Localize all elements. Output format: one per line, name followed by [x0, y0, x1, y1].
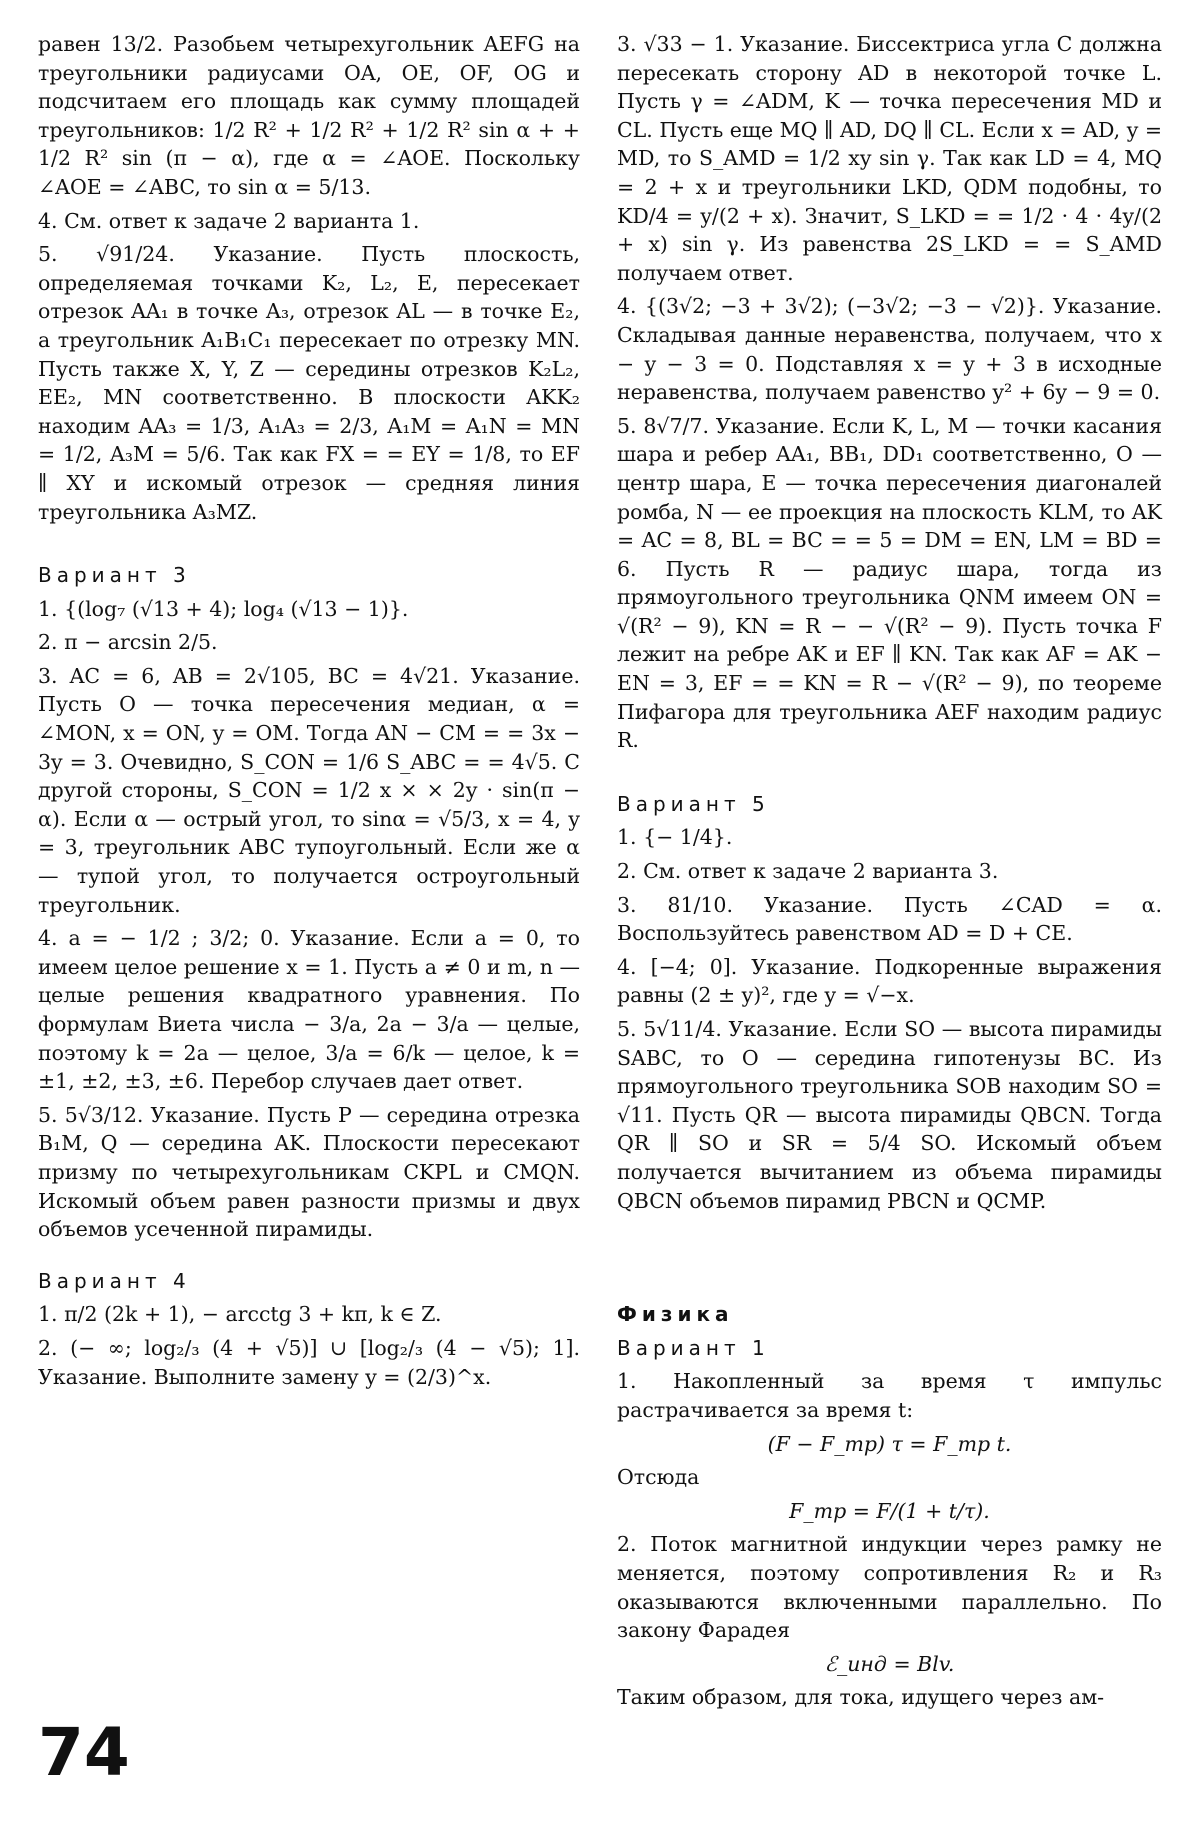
paragraph: Отсюда: [617, 1465, 700, 1490]
variant-4-heading: Вариант 4: [38, 1268, 191, 1293]
paragraph: 4. {(3√2; −3 + 3√2); (−3√2; −3 − √2)}. Указание. Складывая данные неравенства, получаем, что x − y − 3 = 0. Подставляя x = y + 3 в исходные неравенства, получаем равенство y² + 6y − 9 = 0.: [617, 294, 1162, 405]
right-column: [617, 30, 1162, 1717]
physics-variant-1-heading: Вариант 1: [617, 1335, 770, 1360]
paragraph: 4. a = − 1/2 ; 3/2; 0. Указание. Если a = 0, то имеем целое решение x = 1. Пусть a ≠ 0 и m, n — целые решения квадратного уравнения. По формулам Виета числа − 3/a, 2a − 3/a — целые, поэтому k = 2a — целое, 3/a = 6/k — целое, k = ±1, ±2, ±3, ±6. Перебор случаев дает ответ.: [38, 926, 580, 1094]
paragraph: 5. 5√3/12. Указание. Пусть P — середина отрезка B₁M, Q — середина AK. Плоскости пересекают призму по четырехугольникам CKPL и CMQN. Искомый объем равен разности призмы и двух объемов усеченной пирамиды.: [38, 1102, 580, 1242]
paragraph: 1. π/2 (2k + 1), − arcctg 3 + kπ, k ∈ Z.: [38, 1302, 442, 1327]
formula: F_тр = F/(1 + t/τ).: [789, 1498, 990, 1523]
page-number: 74: [38, 1714, 130, 1791]
paragraph: 2. См. ответ к задаче 2 варианта 3.: [617, 859, 999, 884]
left-column: [38, 30, 580, 1396]
formula: ℰ_инд = Blv.: [824, 1651, 955, 1676]
paragraph: 5. 5√11/4. Указание. Если SO — высота пирамиды SABC, то O — середина гипотенузы BC. Из прямоугольного треугольника SOB находим SO = √11. Пусть QR — высота пирамиды QBCN. Тогда QR ∥ SO и SR = 5/4 SO. Искомый объем получается вычитанием из объема пирамиды QBCN объемов пирамид PBCN и QCMP.: [617, 1017, 1162, 1213]
paragraph: 1. Накопленный за время τ импульс растрачивается за время t:: [617, 1369, 1162, 1422]
paragraph: 2. (− ∞; log₂/₃ (4 + √5)] ∪ [log₂/₃ (4 − √5); 1]. Указание. Выполните замену y = (2/3)^x.: [38, 1335, 580, 1389]
variant-5-heading: Вариант 5: [617, 791, 770, 816]
paragraph: 3. √33 − 1. Указание. Биссектриса угла C должна пересекать сторону AD в некоторой точке L. Пусть γ = ∠ADM, K — точка пересечения MD и CL. Пусть еще MQ ∥ AD, DQ ∥ CL. Если x = AD, y = MD, то S_AMD = 1/2 xy sin γ. Так как LD = 4, MQ = 2 + x и треугольники LKD, QDM подобны, то KD/4 = y/(2 + x). Значит, S_LKD = = 1/2 · 4 · 4y/(2 + x) sin γ. Из равенства 2S_LKD = = S_AMD получаем ответ.: [617, 32, 1162, 285]
paragraph: 5. √91/24. Указание. Пусть плоскость, определяемая точками K₂, L₂, E, пересекает отрезок AA₁ в точке A₃, отрезок AL — в точке E₂, а треугольник A₁B₁C₁ пересекает по отрезку MN. Пусть также X, Y, Z — середины отрезков K₂L₂, EE₂, MN соответственно. В плоскости AKK₂ находим AA₃ = 1/3, A₁A₃ = 2/3, A₁M = A₁N = MN = 1/2, A₃M = 5/6. Так как FX = = EY = 1/8, то EF ∥ XY и искомый отрезок — средняя линия треугольника A₃MZ.: [38, 242, 580, 524]
paragraph: равен 13/2. Разобьем четырехугольник AEFG на треугольники радиусами OA, OE, OF, OG и подсчитаем его площадь как сумму площадей треугольников: 1/2 R² + 1/2 R² + 1/2 R² sin α + + 1/2 R² sin (π − α), где α = ∠AOE. Поскольку ∠AOE = ∠ABC, то sin α = 5/13.: [38, 32, 580, 199]
paragraph: 4. См. ответ к задаче 2 варианта 1.: [38, 208, 420, 233]
paragraph: 1. {(log₇ (√13 + 4); log₄ (√13 − 1)}.: [38, 596, 409, 621]
variant-3-heading: Вариант 3: [38, 563, 191, 588]
paragraph: 1. {− 1/4}.: [617, 825, 733, 850]
physics-title: Физика: [617, 1302, 734, 1327]
paragraph: 3. AC = 6, AB = 2√105, BC = 4√21. Указание. Пусть O — точка пересечения медиан, α = ∠MON, x = ON, y = OM. Тогда AN − CM = = 3x − 3y = 3. Очевидно, S_CON = 1/6 S_ABC = = 4√5. С другой стороны, S_CON = 1/2 x × × 2y · sin(π − α). Если α — острый угол, то sinα = √5/3, x = 4, y = 3, треугольник ABC тупоугольный. Если же α — тупой угол, то получается остроугольный треугольник.: [38, 663, 580, 917]
paragraph: 4. [−4; 0]. Указание. Подкоренные выражения равны (2 ± y)², где y = √−x.: [617, 954, 1162, 1008]
paragraph: 2. π − arcsin 2/5.: [38, 630, 218, 655]
paragraph: 3. 81/10. Указание. Пусть ∠CAD = α. Воспользуйтесь равенством AD = D + CE.: [617, 892, 1162, 946]
paragraph: 2. Поток магнитной индукции через рамку не меняется, поэтому сопротивления R₂ и R₃ оказываются включенными параллельно. По закону Фарадея: [617, 1532, 1162, 1643]
formula: (F − F_тр) τ = F_тр t.: [767, 1431, 1012, 1456]
paragraph: 5. 8√7/7. Указание. Если K, L, M — точки касания шара и ребер AA₁, BB₁, DD₁ соответственно, O — центр шара, E — точка пересечения диагоналей ромба, N — ее проекция на плоскость KLM, то AK = AC = 8, BL = BC = = 5 = DM = EN, LM = BD = 6. Пусть R — радиус шара, тогда из прямоугольного треугольника QNM имеем ON = √(R² − 9), KN = R − − √(R² − 9). Пусть точка F лежит на ребре AK и EF ∥ KN. Так как AF = AK − EN = 3, EF = = KN = R − √(R² − 9), по теореме Пифагора для треугольника AEF находим радиус R.: [617, 413, 1162, 753]
paragraph: Таким образом, для тока, идущего через ам-: [617, 1685, 1105, 1710]
